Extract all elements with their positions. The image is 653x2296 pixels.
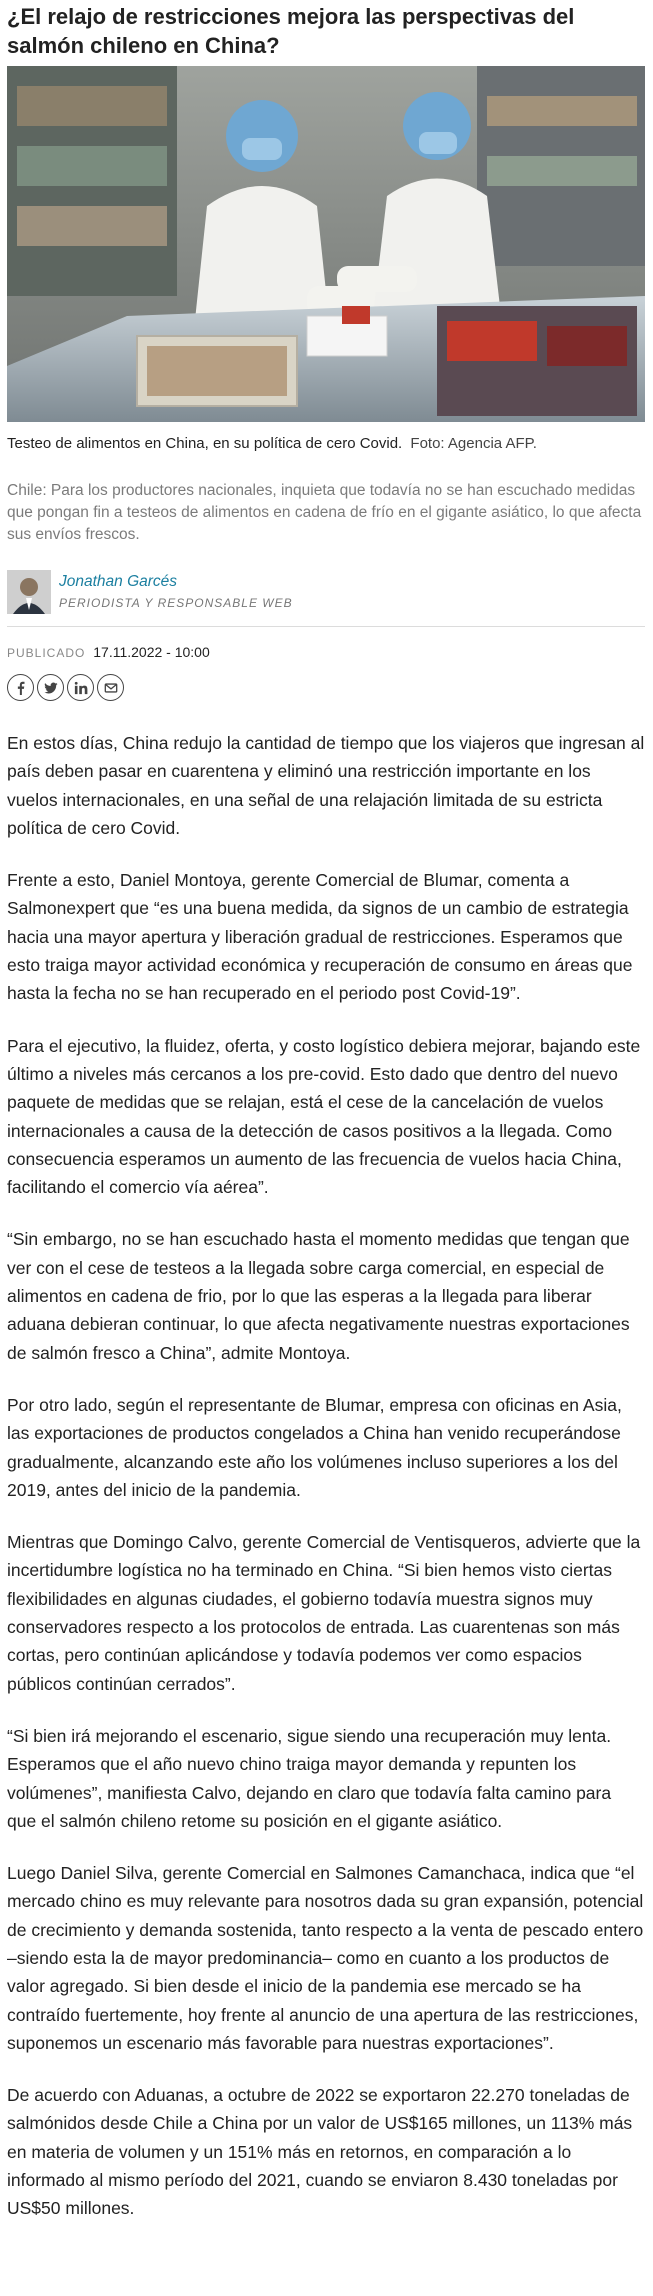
article-paragraph: Frente a esto, Daniel Montoya, gerente Comercial de Blumar, comenta a Salmonexpert que “es una buena medida, da signos de un cambio de estrategia hacia una mayor apertura y liberación gradual de restricciones. Esperamos que esto traiga mayor actividad económica y recuperación de consumo en áreas que hasta la fecha no se han recuperado en el periodo post Covid-19”. <box>7 870 633 1004</box>
article-paragraph: En estos días, China redujo la cantidad de tiempo que los viajeros que ingresan al país deben pasar en cuarentena y eliminó una restricción importante en los vuelos internacionales, en una señal de una relajación limitada de su estricta política de cero Covid. <box>7 733 645 838</box>
twitter-icon <box>44 681 58 695</box>
share-linkedin-button[interactable] <box>67 674 94 701</box>
article-photo <box>7 66 645 422</box>
author-role: PERIODISTA Y RESPONSABLE WEB <box>59 596 293 610</box>
article-body <box>7 729 645 2223</box>
photo-caption <box>7 434 645 454</box>
market-photo-illustration <box>7 66 645 422</box>
article-title: ¿El relajo de restricciones mejora las perspectivas del salmón chileno en China? <box>7 4 575 58</box>
published-label: PUBLICADO <box>7 646 86 660</box>
share-buttons <box>7 674 645 701</box>
facebook-icon <box>14 681 28 695</box>
photo-credit: Foto: Agencia AFP. <box>410 435 537 452</box>
author-avatar <box>7 570 51 614</box>
author-name[interactable]: Jonathan Garcés <box>59 573 178 590</box>
article-paragraph: Por otro lado, según el representante de Blumar, empresa con oficinas en Asia, las exportaciones de productos congelados a China han venido recuperándose gradualmente, alcanzando este año los volúmenes incluso superiores a los del 2019, antes del inicio de la pandemia. <box>7 1394 622 1500</box>
published-date: 17.11.2022 - 10:00 <box>93 644 210 660</box>
publish-info <box>7 641 645 664</box>
article-paragraph: Para el ejecutivo, la fluidez, oferta, y costo logístico debiera mejorar, bajando este último a niveles más cercanos a los pre-covid. Esto dado que dentro del nuevo paquete de medidas que se relajan, está el cese de la cancelación de vuelos internacionales a causa de la detección de casos positivos a la llegada. Como consecuencia esperamos un aumento de las frecuencia de vuelos hacia China, facilitando el comercio vía aérea”. <box>7 1035 641 1198</box>
author-block <box>7 570 645 627</box>
article-paragraph: Luego Daniel Silva, gerente Comercial en Salmones Camanchaca, indica que “el mercado chino es muy relevante para nosotros dada su gran expansión, potencial de crecimiento y demanda sostenida, tanto respecto a la venta de pescado entero –siendo esta la de mayor predominancia– como en cuanto a los productos de valor agregado. Si bien desde el inicio de la pandemia ese mercado se ha contraído fuertemente, hoy frente al anuncio de una apertura de las restricciones, suponemos un escenario más favorable para nuestras exportaciones”. <box>7 1863 644 2053</box>
article-lead: Chile: Para los productores nacionales, inquieta que todavía no se han escuchado medidas que pongan fin a testeos de alimentos en cadena de frío en el gigante asiático, lo que afecta sus envíos frescos. <box>7 482 642 543</box>
caption-text: Testeo de alimentos en China, en su política de cero Covid. <box>7 435 403 452</box>
article-paragraph: De acuerdo con Aduanas, a octubre de 2022 se exportaron 22.270 toneladas de salmónidos desde Chile a China por un valor de US$165 millones, un 113% más en materia de volumen y un 151% más en retornos, en comparación a lo informado al mismo período del 2021, cuando se enviaron 8.430 toneladas por US$50 millones. <box>7 2085 633 2219</box>
article-paragraph: Mientras que Domingo Calvo, gerente Comercial de Ventisqueros, advierte que la incertidumbre logística no ha terminado en China. “Si bien hemos visto ciertas flexibilidades en algunas ciudades, el gobierno todavía muestra signos muy conservadores respecto a los protocolos de entrada. Las cuarentenas son más cortas, pero continúan aplicándose y todavía podemos ver como espacios públicos continúan cerrados”. <box>7 1532 641 1694</box>
share-facebook-button[interactable] <box>7 674 34 701</box>
article-paragraph: “Si bien irá mejorando el escenario, sigue siendo una recuperación muy lenta. Esperamos que el año nuevo chino traiga mayor demanda y repunten los volúmenes”, manifiesta Calvo, dejando en claro que todavía falta camino para que el salmón chileno retome su posición en el gigante asiático. <box>7 1725 612 1831</box>
share-twitter-button[interactable] <box>37 674 64 701</box>
share-email-button[interactable] <box>97 674 124 701</box>
email-icon <box>104 681 118 695</box>
article-paragraph: “Sin embargo, no se han escuchado hasta el momento medidas que tengan que ver con el cese de testeos a la llegada sobre carga comercial, en especial de alimentos en cadena de frio, por lo que las esperas a la llegada para liberar aduana debieran continuar, lo que afecta negativamente nuestras exportaciones de salmón fresco a China”, admite Montoya. <box>7 1229 630 1363</box>
linkedin-icon <box>74 681 88 695</box>
